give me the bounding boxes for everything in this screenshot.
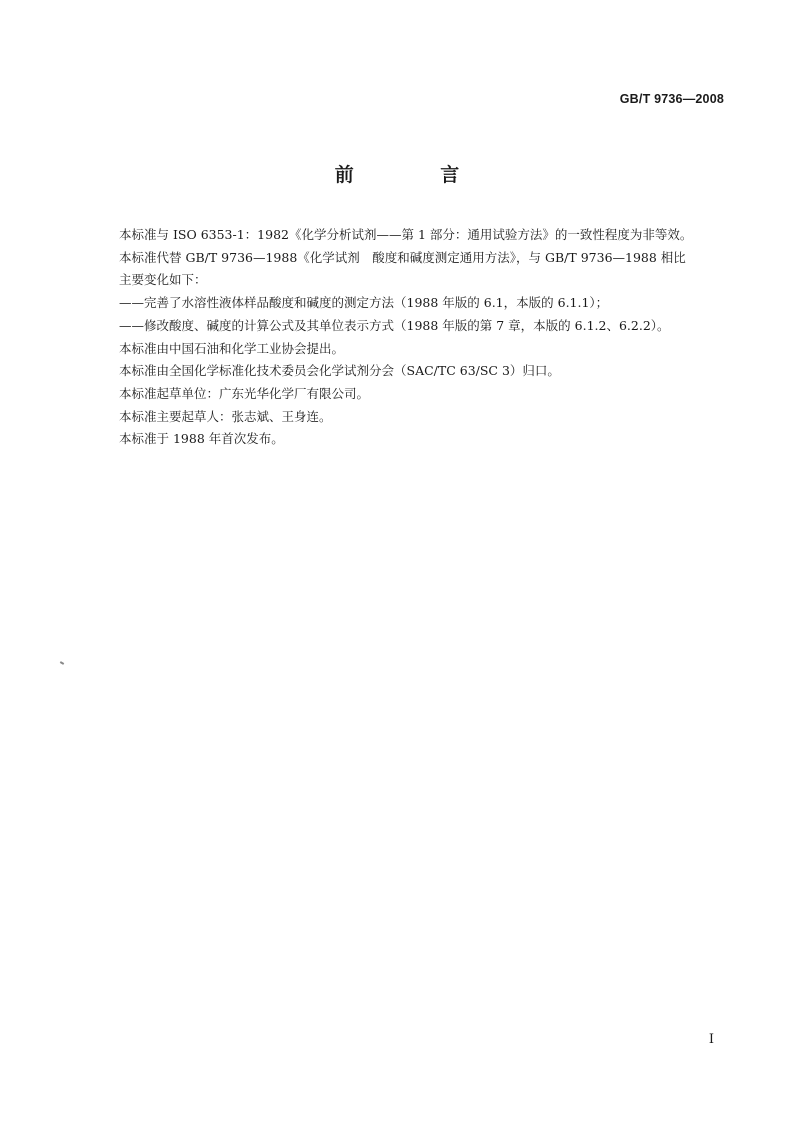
page-title: 前 言	[334, 164, 500, 186]
list-item-change-1: ——完善了水溶性液体样品酸度和碱度的测定方法（1988 年版的 6.1，本版的 6.1.1）；	[119, 295, 609, 311]
page-number: I	[708, 1032, 714, 1047]
scan-speck	[60, 661, 64, 665]
paragraph-consistency: 本标准与 ISO 6353-1：1982《化学分析试剂——第 1 部分：通用试验方法》的一致性程度为非等效。	[119, 227, 693, 242]
paragraph-drafting-unit: 本标准起草单位：广东光华化学厂有限公司。	[119, 385, 370, 401]
paragraph-committee: 本标准由全国化学标准化技术委员会化学试剂分会（SAC/TC 63/SC 3）归口。	[119, 363, 560, 379]
paragraph-replaces: 本标准代替 GB/T 9736—1988《化学试剂 酸度和碱度测定通用方法》，与 GB/T 9736—1988 相比	[119, 249, 686, 265]
paragraph-proposer: 本标准由中国石油和化学工业协会提出。	[119, 340, 345, 356]
list-item-change-2: ——修改酸度、碱度的计算公式及其单位表示方式（1988 年版的第 7 章，本版的 6.1.2、6.2.2）。	[119, 317, 670, 333]
foreword-body	[119, 224, 729, 451]
paragraph-drafters: 本标准主要起草人：张志斌、王身连。	[119, 408, 332, 424]
paragraph-first-issue: 本标准于 1988 年首次发布。	[119, 431, 284, 447]
standard-code: GB/T 9736—2008	[619, 92, 724, 106]
paragraph-changes-intro: 主要变化如下：	[119, 272, 207, 288]
